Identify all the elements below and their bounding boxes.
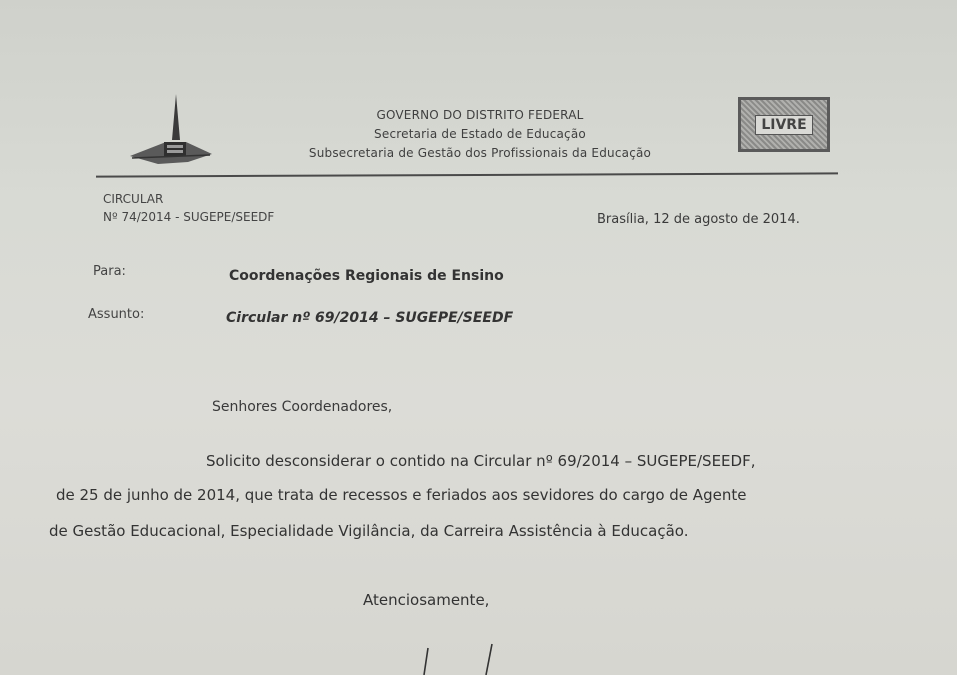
secretariat-name: Secretaria de Estado de Educação bbox=[374, 127, 586, 141]
para-value: Coordenações Regionais de Ensino bbox=[229, 268, 504, 284]
letterhead bbox=[280, 106, 680, 163]
signature-marks bbox=[410, 642, 510, 675]
stamp-text: LIVRE bbox=[755, 115, 812, 135]
circular-number: Nº 74/2014 - SUGEPE/SEEDF bbox=[103, 210, 275, 224]
government-name: GOVERNO DO DISTRITO FEDERAL bbox=[376, 108, 584, 122]
body-line-3: de Gestão Educacional, Especialidade Vigilância, da Carreira Assistência à Educação. bbox=[49, 522, 689, 540]
brasilia-emblem-icon bbox=[128, 92, 214, 170]
circular-label: CIRCULAR bbox=[103, 192, 164, 206]
salutation: Senhores Coordenadores, bbox=[212, 399, 393, 415]
assunto-value: Circular nº 69/2014 – SUGEPE/SEEDF bbox=[226, 310, 514, 326]
livre-stamp bbox=[738, 97, 830, 152]
closing: Atenciosamente, bbox=[363, 591, 490, 609]
document-date: Brasília, 12 de agosto de 2014. bbox=[597, 212, 800, 227]
body-line-1: Solicito desconsiderar o contido na Circular nº 69/2014 – SUGEPE/SEEDF, bbox=[206, 452, 756, 470]
circular-identifier bbox=[103, 190, 274, 226]
para-label: Para: bbox=[93, 264, 126, 279]
header-divider bbox=[96, 172, 838, 177]
assunto-label: Assunto: bbox=[88, 307, 145, 322]
body-line-2: de 25 de junho de 2014, que trata de recessos e feriados aos sevidores do cargo de Agente bbox=[56, 486, 747, 504]
subsecretariat-name: Subsecretaria de Gestão dos Profissionais da Educação bbox=[308, 146, 652, 160]
